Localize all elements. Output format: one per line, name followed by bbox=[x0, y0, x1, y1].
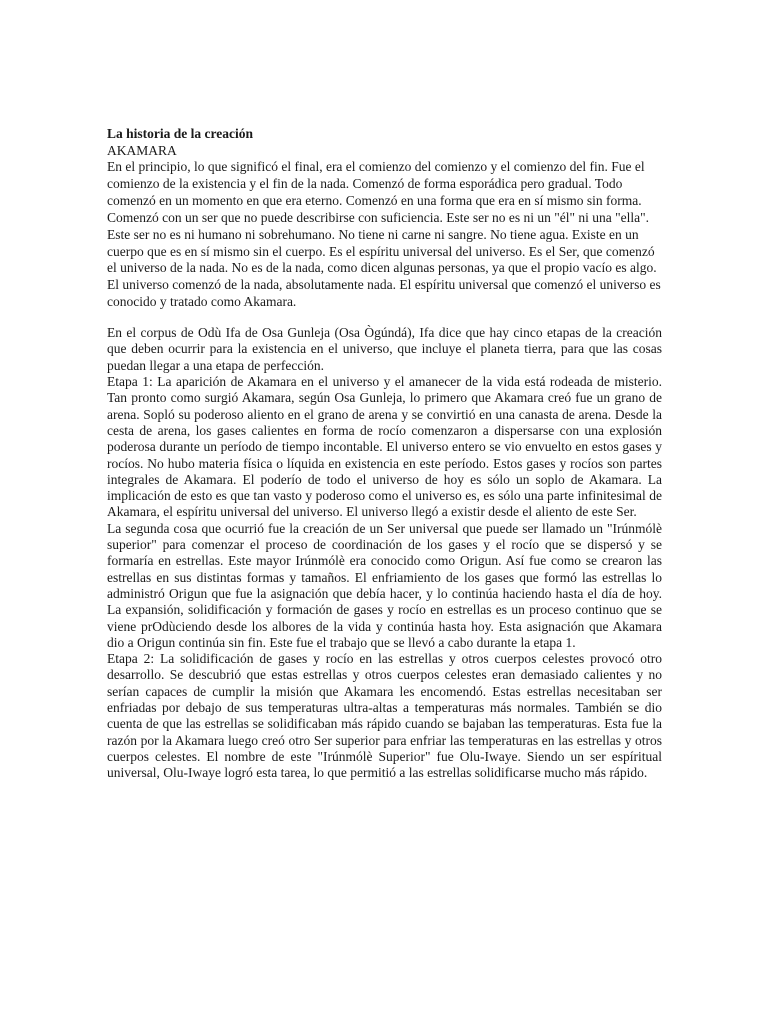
body-text bbox=[107, 325, 662, 781]
intro-paragraph: En el principio, lo que significó el final, era el comienzo del comienzo y el comienzo del fin. Fue el comienzo de la existencia y el fin de la nada. Comenzó de forma esporádica pero gradual. Todo comenzó en un momento en que era eterno. Comenzó en una forma que era en sí mismo sin forma. Comenzó con un ser que no puede describirse con suficiencia. Este ser no es ni un "él" ni una "ella". Este ser no es ni humano ni sobrehumano. No tiene ni carne ni sangre. No tiene agua. Existe en un cuerpo que es en sí mismo sin el cuerpo. Es el espíritu universal del universo. Es el Ser, que comenzó el universo de la nada. No es de la nada, como dicen algunas personas, ya que el propio vacío es algo. El universo comenzó de la nada, absolutamente nada. El espíritu universal que comenzó el universo es conocido y tratado como Akamara. bbox=[107, 159, 661, 310]
document-page bbox=[107, 125, 662, 781]
paragraph-segunda-cosa: La segunda cosa que ocurrió fue la creación de un Ser universal que puede ser llamado un "Irúnmólè superior" para comenzar el proceso de coordinación de los gases y el rocío que se dispersó y se formaría en estrellas. Este mayor Irúnmólè era conocido como Origun. Así fue como se crearon las estrellas en sus distintas formas y tamaños. El enfriamiento de los gases que formó las estrellas lo administró Origun que fue la asignación que debía hacer, y lo continúa haciendo hasta el día de hoy. La expansión, solidificación y formación de gases y rocío en estrellas es un proceso continuo que se viene prOdùciendo desde los albores de la vida y continúa hasta hoy. Esta asignación que Akamara dio a Origun continúa sin fin. Este fue el trabajo que se llevó a cabo durante la etapa 1. bbox=[107, 520, 662, 650]
paragraph-etapa-2: Etapa 2: La solidificación de gases y rocío en las estrellas y otros cuerpos celestes provocó otro desarrollo. Se descubrió que estas estrellas y otros cuerpos celestes eran demasiado calientes y no serían capaces de cumplir la misión que Akamara les encomendó. Estas estrellas necesitaban ser enfriadas por debajo de sus temperaturas ultra-altas a temperaturas más normales. También se dio cuenta de que las estrellas se solidificaban más rápido cuando se bajaban las temperaturas. Esta fue la razón por la Akamara luego creó otro Ser superior para enfriar las temperaturas en las estrellas y otros cuerpos celestes. El nombre de este "Irúnmólè Superior" fue Olu-Iwaye. Siendo un ser espíritual universal, Olu-Iwaye logró esta tarea, lo que permitió a las estrellas solidificarse mucho más rápido. bbox=[107, 651, 662, 781]
document-subtitle: AKAMARA bbox=[107, 143, 177, 158]
document-title: La historia de la creación bbox=[107, 126, 253, 141]
paragraph-etapa-1: Etapa 1: La aparición de Akamara en el universo y el amanecer de la vida está rodeada de misterio. Tan pronto como surgió Akamara, según Osa Gunleja, lo primero que Akamara creó fue un grano de arena. Sopló su poderoso aliento en el grano de arena y se convirtió en una canasta de arena. Desde la cesta de arena, los gases calientes en forma de rocío comenzaron a dispersarse con una explosión poderosa durante un período de tiempo incontable. El universo entero se vio envuelto en estos gases y rocíos. No hubo materia física o líquida en existencia en este período. Estos gases y rocíos son partes integrales de Akamara. El poderío de todo el universo de hoy es sólo un soplo de Akamara. La implicación de esto es que tan vasto y poderoso como el universo es, es sólo una parte infinitesimal de Akamara, el espíritu universal del universo. El universo llegó a existir desde el aliento de este Ser. bbox=[107, 374, 662, 520]
paragraph-corpus: En el corpus de Odù Ifa de Osa Gunleja (Osa Ògúndá), Ifa dice que hay cinco etapas de la creación que deben ocurrir para la existencia en el universo, que incluye el planeta tierra, para que las cosas puedan llegar a una etapa de perfección. bbox=[107, 325, 662, 373]
